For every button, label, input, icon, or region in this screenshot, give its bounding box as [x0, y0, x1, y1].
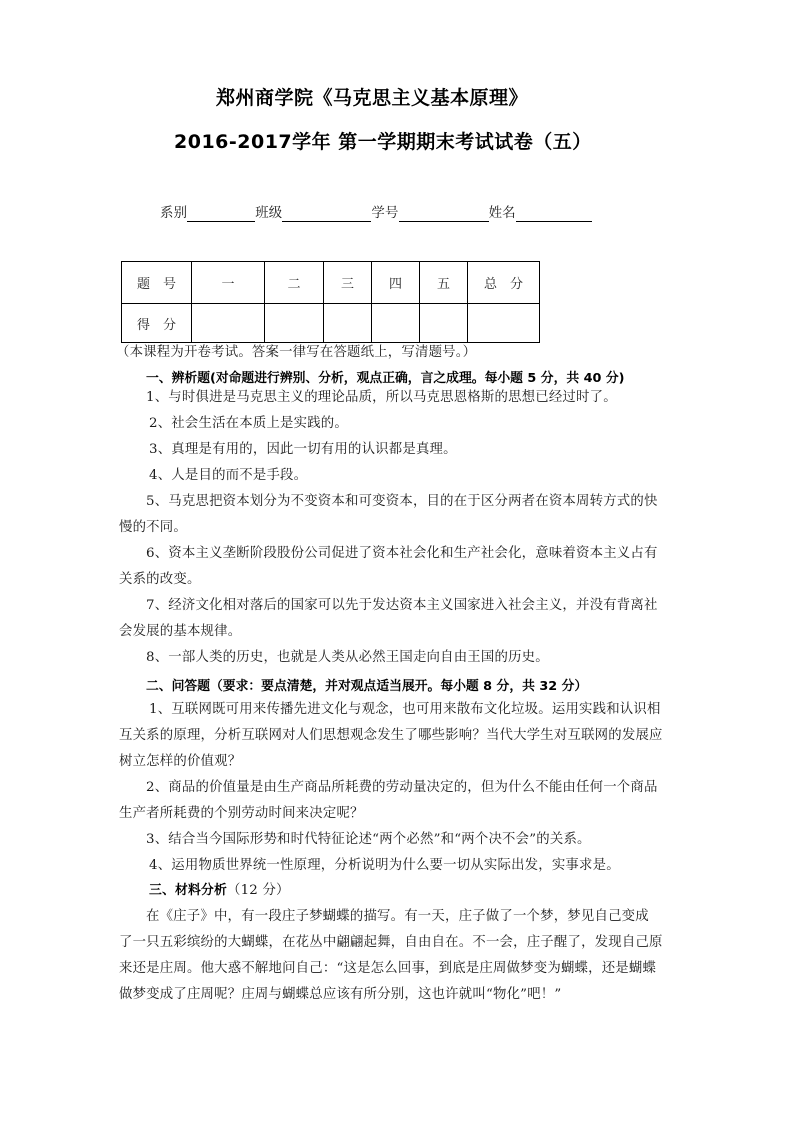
class-label: 班级	[255, 206, 283, 221]
score-row	[122, 304, 540, 343]
row-header-question-number: 题 号	[122, 262, 192, 304]
class-field[interactable]	[282, 207, 371, 222]
col-q5: 五	[420, 262, 468, 304]
score-cell-total[interactable]	[468, 304, 540, 343]
s2-q1-cont1: 互关系的原理，分析互联网对人们思想观念发生了哪些影响？当代大学生对互联网的发展应	[119, 728, 663, 743]
col-total: 总 分	[468, 262, 540, 304]
s1-q3: 3、真理是有用的，因此一切有用的认识都是真理。	[149, 442, 457, 457]
section2-heading: 二、问答题（要求：要点清楚，并对观点适当展开。每小题 8 分，共 32 分）	[146, 679, 588, 694]
name-field[interactable]	[516, 207, 592, 222]
s2-q2-cont: 生产者所耗费的个别劳动时间来决定呢？	[119, 806, 364, 821]
section1-heading: 一、辨析题(对命题进行辨别、分析，观点正确，言之成理。每小题 5 分，共 40 分)	[146, 371, 625, 386]
score-cell-q4[interactable]	[372, 304, 420, 343]
s2-q3: 3、结合当今国际形势和时代特征论述“两个必然”和“两个决不会”的关系。	[146, 832, 591, 847]
s1-q5-cont: 慢的不同。	[119, 520, 187, 535]
s3-para-line2: 了一只五彩缤纷的大蝴蝶，在花丛中翩翩起舞，自由自在。不一会，庄子醒了，发现自己原	[119, 935, 663, 950]
s1-q6-cont: 关系的改变。	[119, 572, 201, 587]
s1-q4: 4、人是目的而不是手段。	[149, 468, 308, 483]
s2-q1-cont2: 树立怎样的价值观？	[119, 754, 242, 769]
exam-title-line1: 郑州商学院《马克思主义基本原理》	[216, 87, 529, 109]
exam-note: （本课程为开卷考试。答案一律写在答题纸上，写清题号。）	[116, 345, 477, 360]
section3-heading-title: 三、材料分析	[149, 883, 227, 898]
s1-q1: 1、与时俱进是马克思主义的理论品质，所以马克思恩格斯的思想已经过时了。	[146, 390, 617, 405]
score-cell-q2[interactable]	[265, 304, 324, 343]
section3-heading	[149, 883, 290, 899]
col-q1: 一	[192, 262, 265, 304]
s3-para-line4: 做梦变成了庄周呢？庄周与蝴蝶总应该有所分别，这也许就叫“物化”吧！”	[119, 987, 562, 1002]
section3-heading-score: （12 分）	[226, 883, 290, 898]
score-cell-q1[interactable]	[192, 304, 265, 343]
s1-q6: 6、资本主义垄断阶段股份公司促进了资本社会化和生产社会化，意味着资本主义占有	[146, 546, 658, 561]
s2-q4: 4、运用物质世界统一性原理，分析说明为什么要一切从实际出发，实事求是。	[149, 858, 620, 873]
exam-title-line2: 2016-2017学年 第一学期期末考试试卷（五）	[174, 131, 592, 153]
score-table	[121, 261, 540, 343]
student-id-field[interactable]	[399, 207, 489, 222]
s1-q7-cont: 会发展的基本规律。	[119, 624, 242, 639]
row-header-score: 得 分	[122, 304, 192, 343]
s2-q2: 2、商品的价值量是由生产商品所耗费的劳动量决定的，但为什么不能由任何一个商品	[146, 780, 658, 795]
col-q2: 二	[265, 262, 324, 304]
s1-q2: 2、社会生活在本质上是实践的。	[149, 416, 348, 431]
s1-q7: 7、经济文化相对落后的国家可以先于发达资本主义国家进入社会主义，并没有背离社	[146, 598, 658, 613]
s2-q1: 1、互联网既可用来传播先进文化与观念，也可用来散布文化垃圾。运用实践和认识相	[149, 702, 661, 717]
col-q3: 三	[324, 262, 372, 304]
s3-para-line3: 来还是庄周。他大惑不解地问自己：“这是怎么回事，到底是庄周做梦变为蝴蝶，还是蝴蝶	[119, 961, 657, 976]
score-cell-q5[interactable]	[420, 304, 468, 343]
department-label: 系别	[160, 206, 188, 221]
department-field[interactable]	[187, 207, 255, 222]
student-id-label: 学号	[371, 206, 399, 221]
s1-q5: 5、马克思把资本划分为不变资本和可变资本，目的在于区分两者在资本周转方式的快	[146, 494, 658, 509]
col-q4: 四	[372, 262, 420, 304]
s1-q8: 8、一部人类的历史，也就是人类从必然王国走向自由王国的历史。	[146, 650, 549, 665]
score-cell-q3[interactable]	[324, 304, 372, 343]
student-info-row	[160, 206, 592, 222]
s3-para-line1: 在《庄子》中，有一段庄子梦蝴蝶的描写。有一天，庄子做了一个梦，梦见自己变成	[146, 909, 649, 924]
name-label: 姓名	[488, 206, 516, 221]
question-number-row	[122, 262, 540, 304]
